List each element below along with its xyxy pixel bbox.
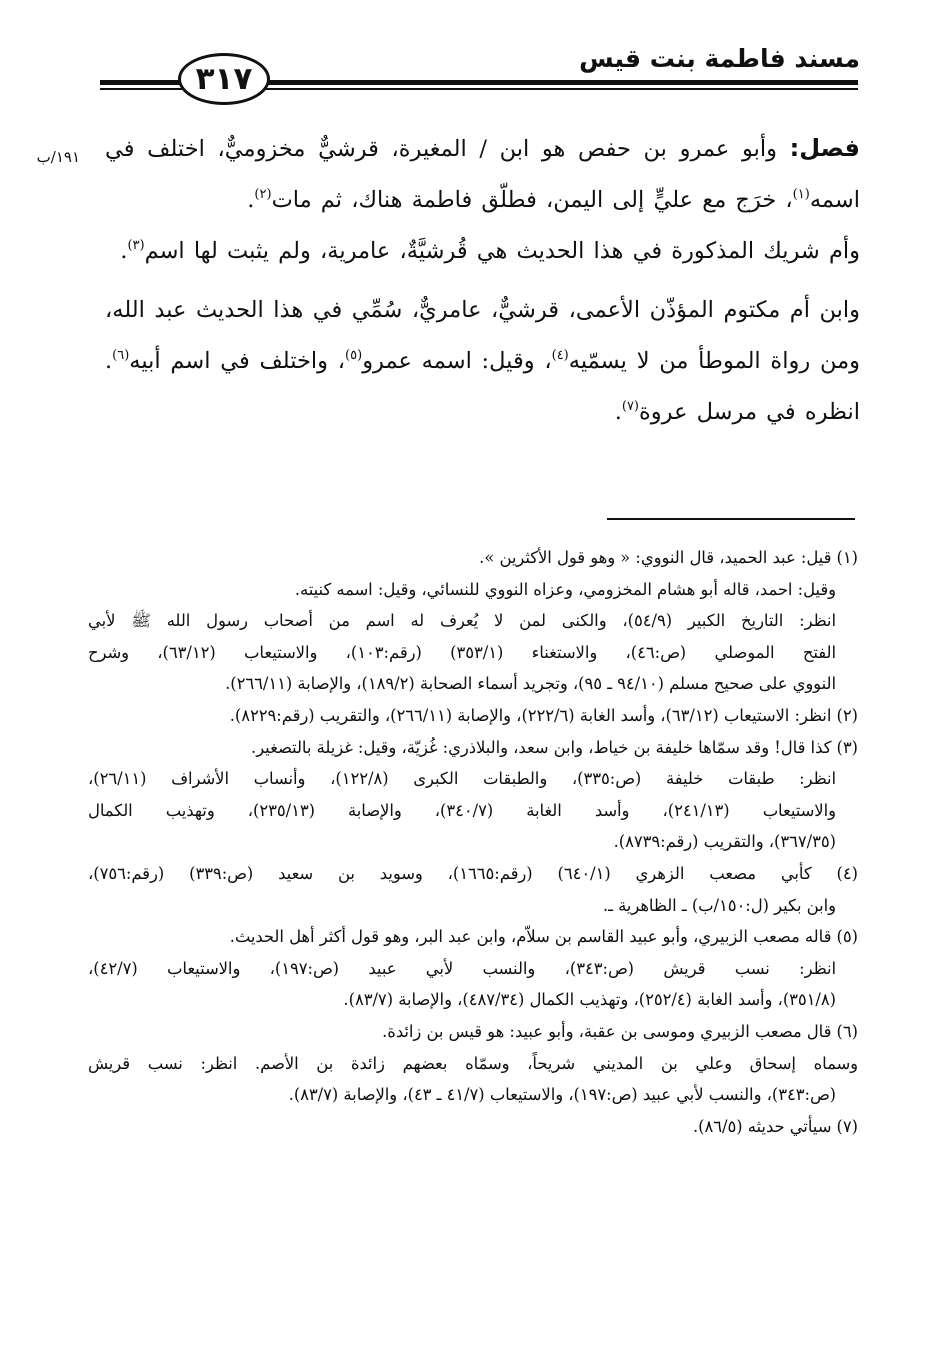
paragraph-text: . — [614, 399, 622, 425]
footnote-line: والاستيعاب (٢٤١/١٣)، وأسد الغابة (٣٤٠/٧)، والإصابة (٢٣٥/١٣)، وتهذيب الكمال — [88, 800, 836, 820]
footnote-line: وسماه إسحاق وعلي بن المديني شريحاً، وسمّاه بعضهم زائدة بن الأصم. انظر: نسب قريش — [88, 1053, 858, 1073]
footnote-line: (٦) قال مصعب الزبيري وموسى بن عقبة، وأبو عبيد: هو قيس بن زائدة. — [382, 1021, 858, 1041]
paragraph-text: وأبو عمرو بن حفص هو ابن / المغيرة، قرشيٌّ مخزوميٌّ، اختلف في اسمه — [105, 136, 860, 213]
footnote-line: (٣٦٧/٣٥)، والتقريب (رقم:٨٧٣٩). — [613, 832, 836, 852]
footnote-line: (١) قيل: عبد الحميد، قال النووي: « وهو قول الأكثرين ». — [479, 548, 858, 567]
footnote-ref[interactable]: (٥) — [345, 348, 363, 363]
paragraph-text: . — [247, 187, 255, 213]
footnote-line: انظر: نسب قريش (ص:٣٤٣)، والنسب لأبي عبيد (ص:١٩٧)، والاستيعاب (٤٢/٧)، — [88, 958, 837, 978]
main-text — [105, 123, 860, 438]
footnote-ref[interactable]: (٣) — [127, 238, 145, 253]
page-number-badge — [178, 53, 270, 105]
footnote-ref[interactable]: (٦) — [112, 348, 130, 363]
footnote-line: (٢) انظر: الاستيعاب (٦٣/١٢)، وأسد الغابة (٢٢٢/٦)، والإصابة (٢٦٦/١١)، والتقريب (رقم:٨٢٢٩). — [229, 705, 858, 725]
paragraph-text: . انظره في مرسل عروة — [105, 348, 860, 425]
footnote-line: (٧) سيأتي حديثه (٨٦/٥). — [692, 1116, 858, 1136]
footnote-ref[interactable]: (٢) — [254, 187, 272, 202]
running-header-title: مسند فاطمة بنت قيس — [579, 44, 860, 73]
footnote-line: النووي على صحيح مسلم (٩٤/١٠ ـ ٩٥)، وتجريد أسماء الصحابة (١٨٩/٢)، والإصابة (٢٦٦/١١). — [225, 674, 836, 694]
footnote-line: انظر: طبقات خليفة (ص:٣٣٥)، والطبقات الكبرى (١٢٢/٨)، وأنساب الأشراف (٢٦/١١)، — [88, 769, 836, 789]
page-number: ٣١٧ — [195, 60, 253, 97]
footnote-line: (٤) كأبي مصعب الزهري (٦٤٠/١) (رقم:١٦٦٥)، وسويد بن سعيد (ص:٣٣٩) (رقم:٧٥٦)، — [88, 863, 858, 883]
footnote-ref[interactable]: (٧) — [621, 399, 639, 414]
footnote-ref[interactable]: (١) — [792, 187, 810, 202]
footnote-line: وابن بكير (ل:١٥٠/ب) ـ الظاهرية ـ. — [602, 895, 836, 915]
paragraph-text: ، واختلف في اسم أبيه — [129, 348, 346, 374]
footnote-line: (٥) قاله مصعب الزبيري، وأبو عبيد القاسم بن سلاّم، وابن عبد البر، وهو قول أكثر أهل الحديث. — [229, 927, 858, 947]
footnote-line: (ص:٣٤٣)، والنسب لأبي عبيد (ص:١٩٧)، والاستيعاب (٤١/٧ ـ ٤٣)، والإصابة (٨٣/٧). — [288, 1085, 836, 1105]
section-lead: فصل: — [789, 134, 860, 162]
footnote-separator — [607, 518, 855, 520]
paragraph-text: ، وقيل: اسمه عمرو — [362, 348, 552, 374]
paragraph-fasl — [105, 123, 860, 226]
paragraph-text: وابن أم مكتوم المؤذّن الأعمى، قرشيٌّ، عامريٌّ، سُمِّي في هذا الحديث عبد الله، ومن رواة الموطأ من لا يسمّيه — [105, 297, 860, 374]
footnote-line: (٣) كذا قال! وقد سمّاها خليفة بن خياط، وابن سعد، والبلاذري: غُزيّة، وقيل: غزيلة بالتصغير. — [251, 737, 858, 757]
footnote-ref[interactable]: (٤) — [551, 348, 569, 363]
paragraph-umm-sharik — [105, 226, 860, 277]
paragraph-text: وأم شريك المذكورة في هذا الحديث هي قُرشيَّةٌ، عامرية، ولم يثبت لها اسم — [144, 238, 860, 264]
manuscript-folio-note: ١٩١/ب — [36, 148, 80, 166]
paragraph-ibn-umm-maktum — [105, 285, 860, 438]
footnote-line: الفتح الموصلي (ص:٤٦)، والاستغناء (٣٥٣/١) (رقم:١٠٣)، والاستيعاب (٦٣/١٢)، وشرح — [88, 642, 837, 662]
footnote-line: انظر: التاريخ الكبير (٥٤/٩)، والكنى لمن لا يُعرف له اسم من أصحاب رسول الله ﷺ لأبي — [88, 611, 836, 631]
paragraph-text: . — [120, 238, 128, 264]
footnote-line: (٣٥١/٨)، وأسد الغابة (٢٥٢/٤)، وتهذيب الكمال (٤٨٧/٣٤)، والإصابة (٨٣/٧). — [343, 990, 836, 1010]
paragraph-text: ، خرَج مع عليٍّ إلى اليمن، فطلّق فاطمة هناك، ثم مات — [271, 187, 793, 213]
footnote-line: وقيل: احمد، قاله أبو هشام المخزومي، وعزاه النووي للنسائي، وقيل: اسمه كنيته. — [294, 579, 836, 599]
footnotes — [88, 542, 858, 1142]
